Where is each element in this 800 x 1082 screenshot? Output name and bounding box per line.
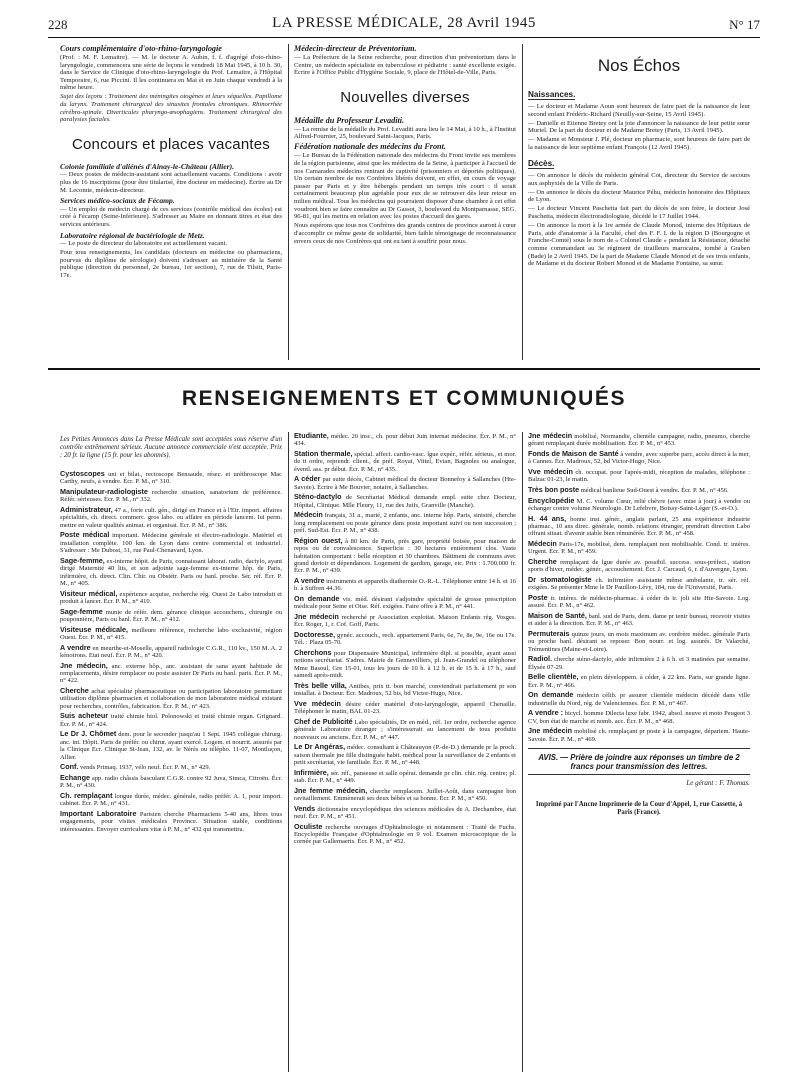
classified-ad: [60, 712, 282, 728]
ad-text: tr. intéres. de médecin-pharmac. à céder ds tr. joli site Hte-Savoie. Log. assuré. Écr. P. M., n° 462.: [528, 595, 750, 610]
ad-text: par suite décès, Cabinet médical du docteur Bonnefoy à Sallanches (Hte-Savoie). Écrire à Me Bouvier, notaire, à Sallanches.: [294, 476, 516, 491]
ad-keyword: Chef de Publicité: [294, 716, 353, 726]
ad-text: cherche remplacem. Juillet-Août, dans campagne bon ravitaillement. Emmènerait ses deux bébés et sa bonne. Écr. P. M., n° 450.: [294, 787, 516, 803]
ad-keyword: Cherchons: [294, 648, 332, 658]
avis-notice: AVIS. — Prière de joindre aux réponses un timbre de 2 francs pour transmission des lettres.: [528, 748, 750, 775]
ad-keyword: Jne médecin: [528, 432, 573, 440]
classified-ad: [60, 470, 282, 486]
ad-text: ex-interne hôpit. de Paris, connaissant laborat. radio, dactylo, ayant dirigé Maternité 40 lits, et son adjointe sage-femme ex-interne hôp. de Paris, infirmière, ch. direct. Clin. Chir. ou Obstétr. Paris ou banl. proche. Sér. réf. Écr. P. M., n° 405.: [60, 557, 282, 588]
classified-ad: [294, 475, 516, 491]
ad-keyword: On demande: [528, 690, 574, 700]
orl-course-subject: Sujet des leçons : Traitement des méningites otogènes et leurs séquelles. Papillome du larynx. Traitement chirurgical des sinusites frontales chroniques. Rhinorrhée cérébro-spinale. Diverticules pharyngo-œsophagiens. Traitement chirurgical des paralysies faciales.: [60, 93, 282, 124]
classified-ad: [294, 718, 516, 741]
ad-text: M. C. volume Cœur, relié chèvre (avec mise à jour) à vendre ou échanger contre volume Neurologie. Dr Lefebvre, Boissy-Saint-Léger (S.-et-O.).: [528, 497, 750, 512]
ad-text: à 80 km. de Paris, près gare, propriété boisée, pour maison de repos ou de convalescence. Superficie : 30 hectares entièrement clos. Vaste habitation comportant : belle réception et 30 chambres. Bâtiment de communs avec grand dortoir et dépendances. Logement de gardien, garage, etc. Prix : 1.700.000 fr. Écr. P. M., n° 439.: [294, 537, 516, 575]
ad-keyword: Cystoscopes: [60, 469, 105, 478]
ad-text: dem. pour le seconder jusqu'au 1 Sept. 1945 collègue chirurg. anc. int. Hôpit. Paris de préfér. ou chirur. ayant exercé. Logem. et nourrit. assurés par la Clinique Ecr. Clinique St-Jean, 132, av. le Nérès ou télépho. 11-07, Montluçon, Allier.: [60, 731, 282, 761]
ad-text: anc. externe hôp., anc. assistant de sana ayant habitude de remplacements, désire remplacer ou poste assister Dr Paris ou banl. paris. Écr. P. M., n° 422.: [60, 662, 282, 685]
ad-keyword: Jne médecin: [294, 612, 339, 622]
orl-course-body: (Prof. : M. F. Lemaitre). — M. le docteur A. Aubin, f. f. d'agrégé d'oto-rhino-laryngologie, commencera une série de leçons le vendredi 18 Mai 1945, à 10 h. 30, dans le Service de Clinique d'oto-rhino-laryngologie du Prof. Lemaitre, à l'Hôpital Temporaire, 6, rue Piccini. Il les continuera en Mai et en Juin chaque vendredi à la même heure.: [60, 54, 282, 92]
ad-keyword: Echange: [60, 772, 90, 782]
ad-text: instruments et appareils diathermie O.-R.-L. Téléphoner entre 14 h. et 16 h. à Suffren 44.36.: [294, 578, 516, 593]
ad-text: cherche sténo-dactylo, aide infirmière 2 à 6 h. et 3 matinées par semaine. Élysée 07-29.: [528, 656, 750, 671]
ad-keyword: Vends: [294, 803, 316, 813]
classified-ad: [294, 805, 516, 821]
top-column-3: [528, 52, 750, 360]
gerant-signature: Le gérant : F. Thomas.: [686, 779, 750, 788]
deces-heading: Décès.: [528, 159, 555, 169]
ad-keyword: Etudiante,: [294, 432, 329, 440]
ad-keyword: Sage-femme,: [60, 555, 105, 565]
ad-keyword: Région ouest,: [294, 535, 343, 545]
ad-keyword: Médecin: [528, 539, 557, 548]
ad-keyword: Ch. remplaçant: [60, 790, 113, 800]
nouvelles-section-title: Nouvelles diverses: [340, 88, 470, 106]
classified-ad: [60, 763, 282, 771]
death-notice: — On annonce le décès du docteur Maurice Péhu, médecin honoraire des Hôpitaux de Lyon.: [528, 188, 750, 204]
ad-text: désire céder matériel d'oto-laryngologie, appareil Chenaille. Téléphoner le matin, BAL 01-23.: [294, 700, 516, 716]
classified-ad: [528, 673, 750, 689]
ad-text: sér. réf., panseuse et salle opérat. demande pr clin. chir. rég. centre; pl. stab. Écr. P. M., n° 449.: [294, 769, 516, 785]
ad-keyword: Radiol.: [528, 654, 552, 664]
classified-ad: [528, 450, 750, 466]
column-divider: [522, 44, 523, 360]
ad-text: traité chimie biol. Polonowski et traité chimie organ. Grignard. Écr. P. M., n° 424.: [60, 713, 282, 728]
fecamp-title: Services médico-sociaux de Fécamp.: [60, 196, 175, 206]
ad-text: remplaçant de lgue durée av. possibil. success. sous-préfect., station sports d'hiver, médec. génér., accouchement. Écr. J. Carcaud, 6, r. d'Auvergne, Lyon.: [528, 559, 750, 574]
ad-text: médec. 20 insc., ch. pour début Juin internat médecine. Écr. P. M., n° 434.: [294, 433, 516, 448]
classified-ad: [294, 823, 516, 846]
death-notice: — On annonce le décès du médecin général Cot, directeur du Service de secours aux asphyxiés de la Ville de Paris.: [528, 172, 750, 187]
top-column-1: [60, 44, 282, 360]
classified-ad: [528, 540, 750, 556]
publication-title: LA PRESSE MÉDICALE, 28 Avril 1945: [272, 15, 536, 31]
printer-line: Imprimé par l'Ancne Imprimerie de la Cour d'Appel, 1, rue Cassette, à Paris (France).: [535, 801, 743, 817]
ads-intro: Les Petites Annonces dans La Presse Médicale sont acceptées sous réserve d'un contrôle extrêmement sérieux. Aucune annonce commerciale n'est acceptée. Prix : 20 fr. la ligne (15 fr. pour les abonnés).: [60, 436, 282, 459]
ad-keyword: Le Dr J. Chômet: [60, 729, 117, 739]
ad-keyword: Poste médical: [60, 530, 110, 540]
ad-text: Antibes, prix tt. bon marché, conviendrait parfaitement pr son installat. à Docteur. Écr. Madroux, 52 bis, bd Victor-Hugo, Nice.: [294, 682, 516, 698]
labo-metz-body: — Le poste de directeur du laboratoire est actuellement vacant.: [60, 240, 227, 248]
ad-keyword: Suis acheteur: [60, 711, 109, 721]
section-divider: [48, 368, 760, 370]
ad-keyword: Dr stomatologiste: [528, 575, 592, 584]
classified-ad: [528, 612, 750, 628]
birth-notice: — Danielle et Etienne Bretey ont la joie d'annoncer la naissance de leur petite sœur Muriel. De la part du docteur et de Madame Bretey (Paris, 13 Avril 1945).: [528, 119, 750, 135]
colonie-body: — Deux postes de médecin-assistant sont actuellement vacants. Conditions : avoir plus de 16 inscriptions (pour être titularisé, être docteur en médecine). Écrire au Dr M. Lecomte, médecin-directeur.: [60, 171, 282, 194]
ad-text: vends Primaq. 1937, vélo neuf. Écr. P. M., n° 429.: [80, 764, 211, 772]
ad-keyword: A vendre :: [528, 708, 564, 718]
death-notice: — Le docteur Vincent Paschetta fait part du décès de son frère, le docteur José Paschetta, médecin électroradiologiste, décédé le 17 Juillet 1944.: [528, 205, 750, 221]
ad-keyword: Conf.: [60, 762, 79, 772]
nos-echos-title: Nos Échos: [597, 56, 681, 75]
preventorium-title: Médecin-directeur de Préventorium.: [294, 44, 417, 53]
ad-text: uni et bilat., rectoscope Bensaude, résec. et uréthroscope Mac Carthy, neufs, à vendre. Écr. P. M., n° 310.: [60, 471, 282, 486]
ad-text: longue durée, médec. générale, radio préfér. A. 1, pour import. cabinet. Écr. P. M., n° 431.: [60, 792, 282, 808]
classified-ad: [60, 810, 282, 833]
ad-text: bicycl. homme Dilecta luxe fabr. 1942, absol. neuve et moto Peugeot 3 CV, bon état de marche et nomb. acc. Écr. P. M., n° 468.: [528, 710, 750, 725]
ad-text: en meurthe-et-Moselle, appareil radiologie C.G.R., 110 kv., 150 M. A. 2 kénotrons. Etat neuf. Écr. P. M., n° 420.: [60, 644, 282, 660]
ad-text: médical banlieue Sud-Ouest à vendre. Écr. P. M., n° 456.: [580, 487, 729, 494]
ad-text: munie de référ. dem. gérance clinique accouchem., chirurgie ou pouponnière, Paris ou banl. Écr. P. M., n° 412.: [60, 608, 282, 624]
ad-keyword: Sage-femme: [60, 606, 103, 616]
fecamp-body: — Un emploi de médecin chargé de ces services (contrôle médical des écoles) est créé à Fécamp (Seine-Inférieure). S'adresser au Maire en donnant titres et état des services antérieurs.: [60, 205, 282, 228]
classified-ad: [294, 787, 516, 803]
classified-ad: [294, 769, 516, 785]
ad-keyword: Poste: [528, 593, 548, 602]
classified-ad: [294, 537, 516, 575]
ad-keyword: Très belle villa,: [294, 680, 347, 690]
ad-text: en plein développem. à céder, à 22 km. Paris, sur grande ligne. Écr. P. M., n° 466.: [528, 674, 750, 689]
ad-text: spécial. affect. cardio-vasc. lgue expér., référ. sérieus., et mor. de tt ordre, reprendr. client., de préf. Royat, Vittel, Evian, Bagnoles ou analogue, éventl. ass. pr début. Écr. P. M., n° 435.: [294, 451, 516, 473]
birth-notice: — Le docteur et Madame Aoun sont heureux de faire part de la naissance de leur second enfant Frédéric-Richard (Neuilly-sur-Seine, 15 Avril 1945).: [528, 103, 750, 118]
naissances-heading: Naissances.: [528, 90, 576, 99]
ad-text: vis. méd. désirant s'adjoindre spécialité de grosse prescription médicale pour Seine et Oise. Réf. exigées. Faire offre à P. M., n° 441.: [294, 596, 516, 611]
classified-ad: [528, 691, 750, 707]
classified-ad: [528, 594, 750, 610]
ad-keyword: Jne médecin: [528, 726, 572, 736]
ad-text: Paris-17e, mobilisé, dem. remplaçant non mobilisable. Cond. tr. intéres. Urgent. Écr. P. M., n° 459.: [528, 541, 750, 556]
classified-ad: [60, 506, 282, 529]
federation-body: — Le Bureau de la Fédération nationale des médecins du Front invite ses membres de la région parisienne, ainsi que les médecins de la Seine, à participer à l'accueil de nos Camarades médecins rentrant de captivité (prisonniers et déportés politiques). Un certain nombre de nos Confrères libérés doivent, en effet, en cours de voyage passer par Paris et y être hébergés pendant un temps très court : il serait certainement beaucoup plus agréable pour eux de se retrouver dès leur retour en milieu médical. Tous les médecins qui pourraient disposer d'une chambre à cet effet voudront bien se faire connaître au Dr Gassot, 3, boulevard du Montparnasse, SEG. 96-81, qui les mettra en relation avec les postes d'accueil des gares.: [294, 152, 516, 221]
ad-text: mobilisé ch. remplaçant pr poste à la campagne, départem. Haute-Savoie. Écr. P. M., n° 469.: [528, 728, 750, 743]
classified-ad: [528, 727, 750, 743]
classified-ad: [60, 488, 282, 504]
ad-text: de Secrétariat Médical demande empl. suite chez Docteur, Hôpital, Clinique. Mlle Fleury, 11, rue des Juifs, Granville (Manche).: [294, 494, 516, 509]
levaditi-title: Médaille du Professeur Levaditi.: [294, 115, 405, 125]
labo-metz-title: Laboratoire régional de bactériologie de Metz.: [60, 230, 205, 240]
ad-keyword: Vve médecin: [294, 698, 341, 708]
classified-ad: [294, 682, 516, 698]
classified-ad: [60, 531, 282, 554]
federation-title: Fédération nationale des médecins du Front.: [294, 142, 446, 152]
ad-text: bonne inst. génér., anglais parlant, 25 ans expérience industrie pharmac., 10 ans direc. générale, nomb. relations étranger, prendrait direction Labo offrant situat. d'avenir stable bien rémunérée. Écr. P. M., n° 458.: [528, 515, 750, 538]
ad-text: français, 31 a., marié, 2 enfants, anc. interne hôp. Paris, sinistré, cherche long remplacement ou poste gérance dans poste important suivi ou non succession ; préf. Sud-Est. Écr. P. M., n° 438.: [294, 512, 516, 535]
ad-text: achat spécialité pharmaceutique ou participation laboratoire permettant utilisation diplôme pharmacien et collaboration de mon laboratoire médical existant pour recherches, contrôles, fabrication. Écr. P. M., n° 423.: [60, 688, 282, 710]
labo-metz-body-2: Pour tous renseignements, les candidats (docteurs en médecine ou pharmaciens, pourvus du diplôme de sérologie) doivent s'adresser au ministère de la Santé publique (direction du personnel, 2e bureau, 1er section), 7, rue de Tilsitt, Paris-17e.: [60, 249, 282, 280]
ad-text: recherche situation, sanatorium de préférence. Référ. sérieuses. Écr. P. M., n° 332.: [60, 489, 282, 504]
ads-column-1: [60, 432, 282, 1072]
ad-keyword: Très bon poste: [528, 485, 580, 494]
ad-keyword: H. 44 ans,: [528, 513, 567, 523]
ad-keyword: A vendre: [294, 576, 325, 586]
ads-column-3: [528, 432, 750, 1072]
classified-ad: [294, 595, 516, 611]
ad-keyword: Médecin: [294, 510, 323, 520]
ad-text: quinze jours, un mois maximum av. confrère médec. générale Paris ou proche banl. désirant se reposer. Bon nourr. et log. assurés. Dr Valarché, Trémentines (Maine-et-Loire).: [528, 631, 750, 653]
column-divider: [522, 432, 523, 1072]
ad-keyword: Permuterais: [528, 629, 570, 638]
classified-ad: [294, 432, 516, 448]
ad-text: expérience acquise, recherche rég. Ouest 2e Labo introduit et produit à lancer. Écr. P. M., n° 410.: [60, 590, 282, 606]
classified-ad: [60, 792, 282, 808]
classified-ad: [528, 468, 750, 484]
classified-ad: [294, 700, 516, 716]
ad-keyword: Sténo-dactylo: [294, 492, 342, 502]
ad-keyword: Cherche: [528, 557, 557, 566]
page-number: 228: [48, 17, 68, 32]
classified-ad: [528, 558, 750, 574]
classified-ad: [294, 493, 516, 509]
ad-keyword: Visiteuse médicale,: [60, 624, 129, 634]
column-divider: [288, 44, 289, 360]
classified-ad: [294, 511, 516, 534]
classified-ad: [294, 613, 516, 629]
ad-keyword: Important Laboratoire: [60, 808, 137, 818]
classified-ad: [528, 709, 750, 725]
ad-keyword: A céder: [294, 474, 321, 484]
classified-ad: [60, 687, 282, 710]
orl-course-title: Cours complémentaire d'oto-rhino-laryngologie: [60, 44, 222, 53]
preventorium-body: — La Préfecture de la Seine recherche, pour direction d'un préventorium dans le Centre, un médecin spécialiste en tuberculose et pédiatrie : santé excellente exigée. Écrire à l'Office Public d'Hygiène Sociale, 9, place de l'Hôtel-de-Ville, Paris.: [294, 54, 516, 77]
ad-text: app. radio châssis basculant C.G.R. contre 92 Juva, Simca, Citroën. Écr. P. M., n° 430.: [60, 774, 282, 790]
classified-ad: [528, 497, 750, 513]
renseignements-title: RENSEIGNEMENTS ET COMMUNIQUÉS: [181, 387, 627, 410]
ad-keyword: Cherche: [60, 686, 89, 696]
birth-notice: — Madame et Monsieur J. Plé, docteur en pharmacie, sont heureux de faire part de la naissance de leur septième enfant François (12 Avril 1945).: [528, 136, 750, 151]
classified-ad: [60, 662, 282, 685]
classified-ad: [60, 626, 282, 642]
ad-text: Labo spécialités, Dr en méd., réf. 1er ordre, recherche agence générale Laboratoire étranger ; s'intéresserait au lancement de tous produits nouveaux ou anciens. Écr. P. M., n° 447.: [294, 718, 516, 741]
ad-text: banl. sud de Paris, dem. dame pr tenir bureau, recevoir visites et aider à la direction. Écr. P. M., n° 463.: [528, 613, 750, 628]
ad-keyword: Oculiste: [294, 821, 323, 831]
ad-keyword: Doctoresse,: [294, 630, 336, 640]
classified-ad: [294, 631, 516, 647]
ad-text: recherché pr Association exploitat. Maison Enfants rég. Vosges. Écr. Roger, 1, r. Cof. Goff, Paris.: [294, 614, 516, 629]
ads-column-2: [294, 432, 516, 1072]
ad-keyword: Administrateur,: [60, 505, 113, 514]
classified-ad: [528, 486, 750, 494]
ad-text: 47 a., forte cult. gén., dirigé en France et à l'Etr. import. affaires spécialités, ch. direct. commerc. gros labo. ou affaire en période lancem. Iui perm. mettre en valeur qualités animat. et organisat. Écr. P. M., n° 386.: [60, 507, 282, 529]
classified-ad: [294, 577, 516, 593]
ad-text: dictionnaire encyclopédique des sciences médicales de A. Dechambre, état neuf. Écr. P. M., n° 451.: [294, 805, 516, 821]
ad-text: ch. infirmière assistante même ambulante, tr. sér. réf. exigées. Se présenter Mme le Dr Pauillon-Lévy, 184, rue de l'Université, Paris.: [528, 577, 750, 592]
classified-ad: [60, 730, 282, 761]
classified-ad: [60, 608, 282, 624]
ad-keyword: Fonds de Maison de Santé: [528, 449, 619, 458]
ad-keyword: A vendre: [60, 642, 91, 652]
classified-ad: [60, 774, 282, 790]
ad-text: médec. consultant à Châteauyon (P.-de-D.) demande pr la proch. saison thermale jne fille distinguée habit. médical pour la surveillance de 2 enfants et petit secrétariat, vie familiale. Écr. P. M., n° 448.: [294, 744, 516, 767]
ad-text: médecin célib. pr assurer clientèle médecin décédé dans ville industrielle du Nord, rég. de Valenciennes. Écr. P. M., n° 467.: [528, 692, 750, 707]
classified-ad: [528, 515, 750, 538]
concours-section-title: Concours et places vacantes: [71, 135, 270, 153]
ad-text: meilleure référence, recherche labo exclusivité, région Ouest. Écr. P. M., n° 415.: [60, 626, 282, 642]
ad-text: important. Médecine générale et électro-radiologie. Matériel et installation complète. 100 km. de Lyon dans centre commercial et industriel. S'adresser : Me Dubost, 31, rue Paul-Chenavard, Lyon.: [60, 532, 282, 555]
ad-text: à vendre, avec superbe parc, accès direct à la mer, à Cannes. Écr. Madroux, 52, bd Victor-Hugo, Nice.: [528, 451, 750, 466]
top-column-2: [294, 44, 516, 360]
page-header: [48, 14, 760, 38]
ad-text: recherche ouvrages d'Ophtalmologie et notamment : Traité de Fuchs. Encyclopédie Française d'Ophtalmologie en 9 vol. Examen microscopique de la cornée par Gallemaerts. Écr. P. M., n° 452.: [294, 823, 516, 846]
ad-text: pour Dispensaire Municipal, infirmière dipl. si possible, ayant aussi notions secrétariat. S'adres. Mairie de Gennevilliers, pl. Jean-Grandel ou téléphoner Mme Basoul, Gre 15-01, tous les jours de 10 h. à 12 h. et de 15 h. à 17 h., sauf samedi après-midi.: [294, 650, 516, 680]
classified-ad: [528, 576, 750, 592]
classified-ad: [60, 557, 282, 588]
ad-text: mobilisé, Normandie, clientèle campagne, radio, pneumo, cherche gérant remplaçant durée mobilisation. Écr. P. M., n° 453.: [528, 433, 750, 448]
issue-number: N° 17: [729, 17, 760, 32]
ad-keyword: Station thermale,: [294, 449, 353, 458]
classified-ad: [294, 450, 516, 473]
column-divider: [288, 432, 289, 1072]
classified-ad: [60, 644, 282, 660]
ad-keyword: Visiteur médical,: [60, 588, 118, 598]
ad-keyword: Encyclopédie: [528, 495, 575, 505]
classified-ad: [528, 630, 750, 653]
ad-text: Parisien cherche Pharmaciens 5-40 ans, libres tous engagements, pour visites médicales Province. Situation stable, conditions intéressantes. Envoyer curriculum vitæ à P. M., n° 432 qui transmettra.: [60, 810, 282, 833]
ad-keyword: Infirmière,: [294, 767, 329, 777]
classified-ad: [294, 743, 516, 766]
ad-keyword: Vve médecin: [528, 467, 573, 476]
ad-keyword: On demande: [294, 594, 340, 604]
death-notice: — On annonce la mort à la 1re armée de Claude Monod, interne des Hôpitaux de Paris, aide d'anatomie à la Faculté, chef des F. F. I. de la région D (Bourgogne et Franche-Comté) sous le nom de « Colonel Claude » pendant la Résistance, détaché comme commandant au 3e régiment de tirailleurs marocains, tombé à Graben (Bade) le 2 Avril 1945. De la part de Madame Claude Monod et de ses trois enfants, de Madame et du docteur Robert Monod et de Madame Fontaine, sa sœur.: [528, 222, 750, 268]
ad-keyword: Manipulateur-radiologiste: [60, 487, 148, 496]
ad-text: gynéc. accouch., rech. appartement Paris, 6e, 7e, 8e, 9e, 16e ou 17e. Tél. : Plaza 05-70.: [294, 632, 516, 647]
ad-keyword: Jne médecin,: [60, 660, 108, 670]
classified-ad: [60, 590, 282, 606]
ad-keyword: Le Dr Angéras,: [294, 742, 346, 752]
levaditi-body: — La remise de la médaille du Prof. Levaditi aura lieu le 14 Mai, à 10 h., à l'Institut Alfred-Fournier, 25, boulevard Saint-Jacques, Paris.: [294, 125, 516, 141]
classified-ad: [528, 432, 750, 448]
ad-keyword: Jne femme médecin,: [294, 785, 368, 795]
ad-keyword: Belle clientèle,: [528, 672, 579, 682]
classified-ad: [294, 649, 516, 680]
colonie-title: Colonie familiale d'aliénés d'Ainay-le-Château (Allier).: [60, 161, 235, 171]
federation-body-2: Nous espérons que tous nos Confrères des grands centres de province auront à cœur d'accomplir ce même geste de solidarité, bien faible témoignage de reconnaissance envers ceux de nos Confrères qui ont eu tant à souffrir pour nous.: [294, 222, 516, 245]
ad-text: ch. occupat. pour l'après-midi, réception de malades, téléphone : Balzac 01-23, le matin.: [528, 469, 750, 484]
classified-ad: [528, 655, 750, 671]
ad-keyword: Maison de Santé,: [528, 611, 587, 620]
